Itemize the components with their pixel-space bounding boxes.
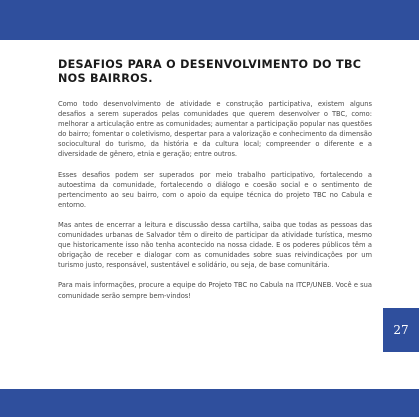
bottom-color-band [0, 389, 419, 417]
paragraph-3: Mas antes de encerrar a leitura e discussão dessa cartilha, saiba que todas as pessoas das comunidades urbanas de Salvador têm o direito de participar da atividade turística, mesmo que historicamente isso não tenha acontecido na nossa cidade. E os poderes públicos têm a obrigação de receber e dialogar com as comunidades sobre suas reivindicações por um turismo justo, responsável, sustentável e solidário, ou seja, de base comunitária. [58, 220, 372, 270]
page-content [58, 58, 372, 311]
page-number: 27 [393, 323, 409, 337]
paragraph-1: Como todo desenvolvimento de atividade e construção participativa, existem alguns desafios a serem superados pelas comunidades que querem desenvolver o TBC, como: melhorar a articulação entre as comunidades; aumentar a participação popular nas questões do bairro; fomentar o coletivismo, despertar para a valorização e conhecimento da dimensão sociocultural do turismo, da história e da cultura local; compreender o diferente e a diversidade de gênero, etnia e geração; entre outros. [58, 100, 372, 159]
top-color-band [0, 0, 419, 40]
page-number-box [383, 308, 419, 352]
page-title: DESAFIOS PARA O DESENVOLVIMENTO DO TBC NOS BAIRROS. [58, 58, 362, 85]
paragraph-4: Para mais informações, procure a equipe do Projeto TBC no Cabula na ITCP/UNEB. Você e sua comunidade serão sempre bem-vindos! [58, 281, 372, 300]
paragraph-2: Esses desafios podem ser superados por meio trabalho participativo, fortalecendo a autoestima da comunidade, fortalecendo o diálogo e coesão social e o sentimento de pertencimento ao seu bairro, com o apoio da equipe técnica do projeto TBC no Cabula e entorno. [58, 170, 372, 209]
